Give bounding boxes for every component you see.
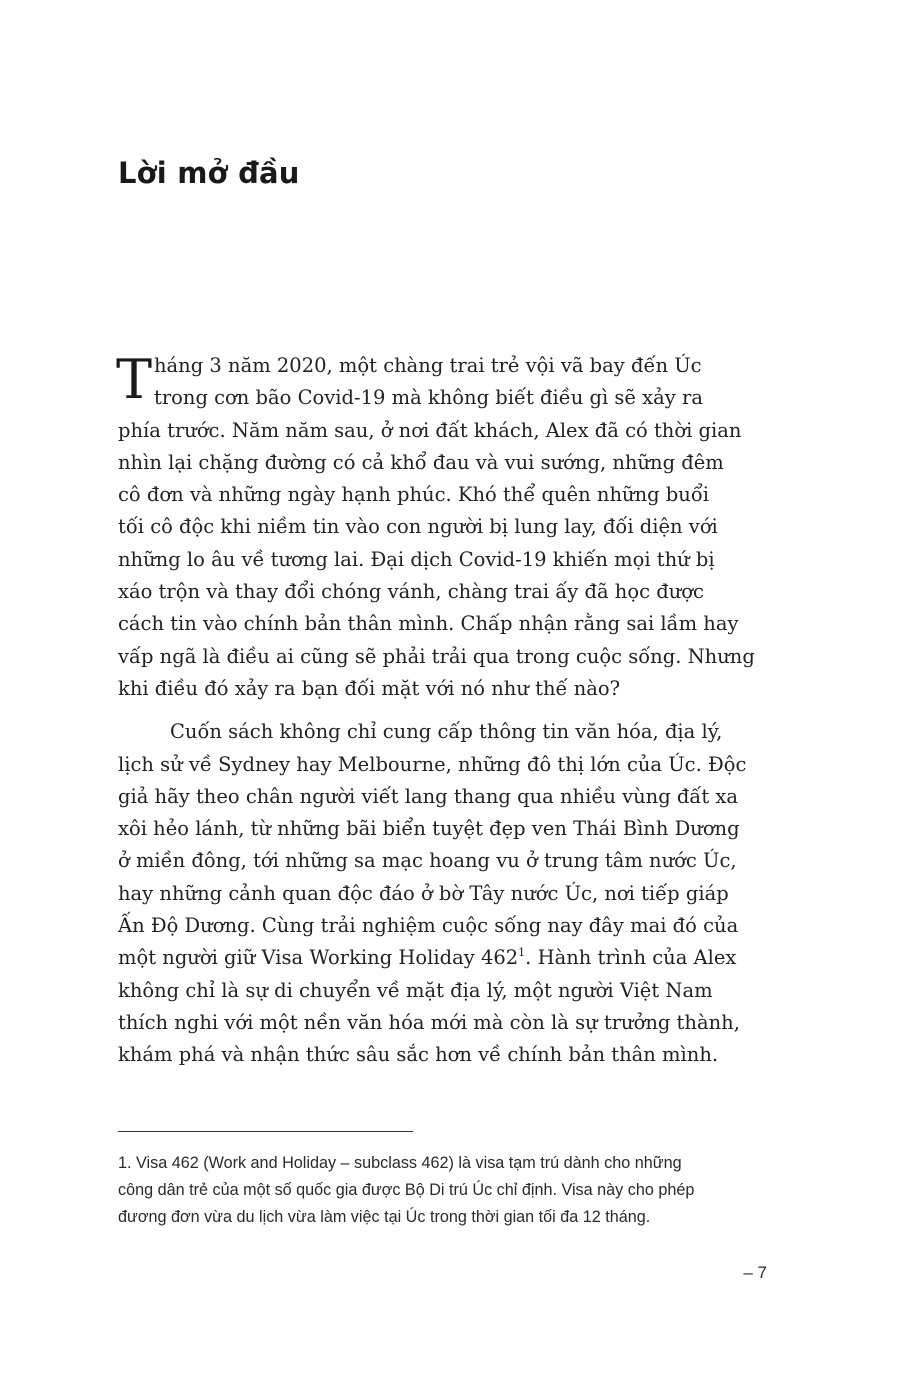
- text-line: háng 3 năm 2020, một chàng trai trẻ vội vã bay đến Úc: [154, 354, 702, 377]
- text-line-with-footnote: [118, 942, 768, 974]
- text-line: Cuốn sách không chỉ cung cấp thông tin văn hóa, địa lý,: [170, 720, 723, 744]
- page-number: – 7: [743, 1263, 767, 1282]
- footnote-reference[interactable]: 1: [518, 946, 526, 960]
- paragraph-1: [118, 350, 768, 705]
- footnote-divider: [118, 1131, 413, 1132]
- text-line: tối cô độc khi niềm tin vào con người bị lung lay, đối diện với: [118, 515, 718, 539]
- text-line: xáo trộn và thay đổi chóng vánh, chàng trai ấy đã học được: [118, 580, 704, 604]
- text-line: vấp ngã là điều ai cũng sẽ phải trải qua trong cuộc sống. Nhưng: [118, 644, 755, 668]
- text-line: cô đơn và những ngày hạnh phúc. Khó thể quên những buổi: [118, 483, 710, 507]
- text-line: lịch sử về Sydney hay Melbourne, những đô thị lớn của Úc. Độc: [118, 752, 747, 776]
- text-line: giả hãy theo chân người viết lang thang qua nhiều vùng đất xa: [118, 784, 738, 808]
- text-line: thích nghi với một nền văn hóa mới mà còn là sự trưởng thành,: [118, 1010, 740, 1034]
- page-title: Lời mở đầu: [118, 156, 300, 190]
- footnote: [118, 1150, 778, 1231]
- drop-cap: T: [116, 348, 153, 411]
- text-segment: một người giữ Visa Working Holiday 462: [118, 946, 519, 970]
- text-line: khám phá và nhận thức sâu sắc hơn về chính bản thân mình.: [118, 1043, 719, 1067]
- text-line: ở miền đông, tới những sa mạc hoang vu ở trung tâm nước Úc,: [118, 849, 737, 873]
- footnote-line: 1. Visa 462 (Work and Holiday – subclass 462) là visa tạm trú dành cho những: [118, 1154, 682, 1172]
- text-line: cách tin vào chính bản thân mình. Chấp nhận rằng sai lầm hay: [118, 612, 739, 636]
- text-line: khi điều đó xảy ra bạn đối mặt với nó như thế nào?: [118, 676, 621, 700]
- body-text: [118, 350, 768, 1072]
- footnote-line: đương đơn vừa du lịch vừa làm việc tại Úc trong thời gian tối đa 12 tháng.: [118, 1208, 651, 1226]
- text-segment: . Hành trình của Alex: [525, 946, 737, 970]
- footnote-line: công dân trẻ của một số quốc gia được Bộ Di trú Úc chỉ định. Visa này cho phép: [118, 1181, 695, 1199]
- text-line: hay những cảnh quan độc đáo ở bờ Tây nước Úc, nơi tiếp giáp: [118, 881, 729, 905]
- paragraph-2: [118, 716, 768, 1071]
- text-line: phía trước. Năm năm sau, ở nơi đất khách, Alex đã có thời gian: [118, 418, 742, 442]
- text-line: trong cơn bão Covid-19 mà không biết điều gì sẽ xảy ra: [154, 386, 703, 410]
- text-line: Ấn Độ Dương. Cùng trải nghiệm cuộc sống nay đây mai đó của: [118, 914, 739, 938]
- text-line: nhìn lại chặng đường có cả khổ đau và vui sướng, những đêm: [118, 450, 724, 474]
- text-line: những lo âu về tương lai. Đại dịch Covid-19 khiến mọi thứ bị: [118, 547, 715, 571]
- text-line: không chỉ là sự di chuyển về mặt địa lý, một người Việt Nam: [118, 978, 713, 1002]
- text-line: xôi hẻo lánh, từ những bãi biển tuyệt đẹp ven Thái Bình Dương: [118, 817, 740, 841]
